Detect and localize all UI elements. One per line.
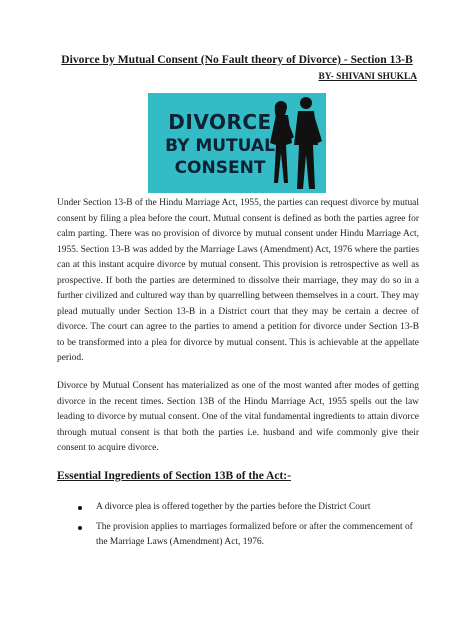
- paragraph-text: Divorce by Mutual Consent has materialized as one of the most wanted after modes of getting divorce in the recent times. Section 13B of the Hindu Marriage Act, 1955 spells out the law leading to divorce by mutual consent. One of the vital fundamental ingredients to attain divorce through mutual consent is that both the parties i.e. husband and wife commonly give their consent to acquire divorce.: [57, 381, 419, 453]
- list-item: [78, 500, 420, 516]
- list-item-text: The provision applies to marriages formalized before or after the commencement of the Marriage Laws (Amendment) Act, 1976.: [96, 521, 413, 547]
- body-paragraph-1: [57, 196, 419, 367]
- banner-line-2: BY MUTUAL: [165, 136, 275, 156]
- divorce-banner-image: [148, 93, 326, 193]
- paragraph-text: Under Section 13-B of the Hindu Marriage Act, 1955, the parties can request divorce by mutual consent by filing a plea before the court. Mutual consent is defined as both the parties agree for calm parting. There was no provision of divorce by mutual consent under Hindu Marriage Act, 1955. Section 13-B was added by the Marriage Laws (Amendment) Act, 1976 where the parties can at this instant acquire divorce by mutual consent. This provision is retrospective as well as prospective. If both the parties are determined to dissolve their marriage, they may do so in a further civilized and cultured way than by quarrelling between themselves in a court. They may plead mutually under Section 13-B in a District court that they may be certain a decree of divorce. The court can agree to the parties to amend a petition for divorce under Section 13-B to be transformed into a plea for divorce by mutual consent. This is achievable at the appellate period.: [57, 198, 419, 363]
- bullet-icon: [78, 506, 82, 510]
- document-title: Divorce by Mutual Consent (No Fault theory of Divorce) - Section 13-B: [61, 53, 413, 66]
- bullet-icon: [78, 526, 82, 530]
- list-item-text: A divorce plea is offered together by the parties before the District Court: [96, 502, 371, 512]
- banner-line-1: DIVORCE: [168, 110, 272, 134]
- couple-silhouette-icon: [266, 93, 326, 193]
- list-item: [78, 520, 420, 551]
- body-paragraph-2: [57, 379, 419, 457]
- section-heading: Essential Ingredients of Section 13B of the Act:-: [57, 470, 291, 482]
- banner-line-3: CONSENT: [174, 158, 266, 178]
- ingredients-list: [78, 500, 420, 555]
- author-byline: BY- SHIVANI SHUKLA: [318, 72, 417, 82]
